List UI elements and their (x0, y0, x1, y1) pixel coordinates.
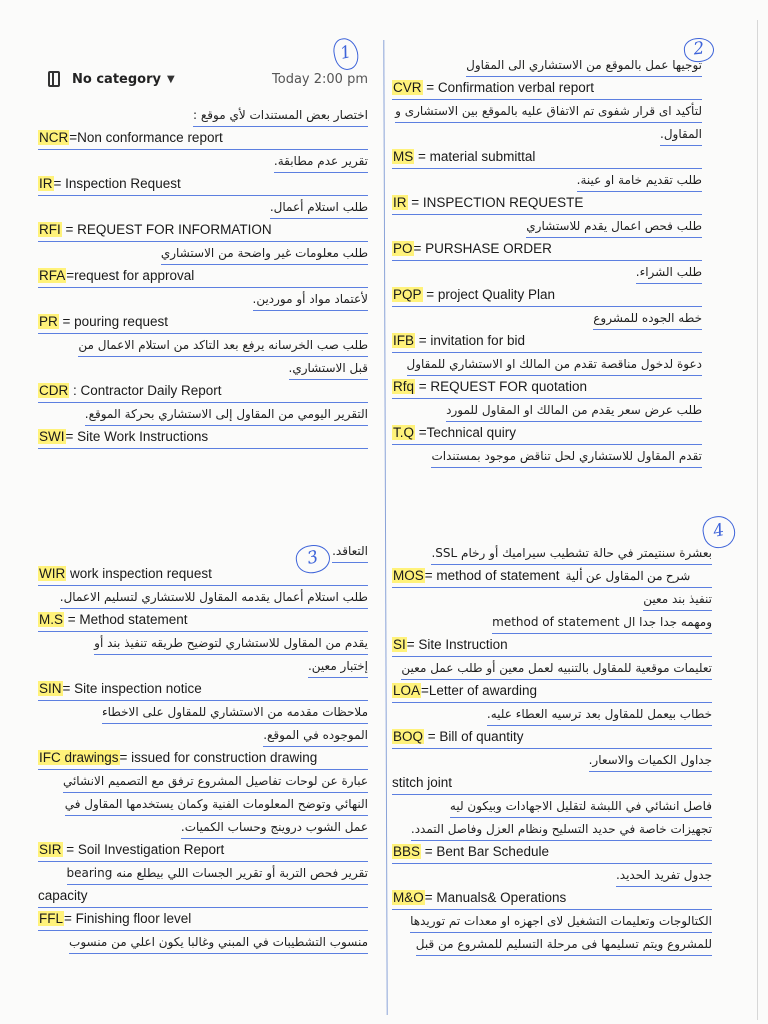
abbreviation-line (38, 563, 368, 586)
section-4-lines (392, 542, 712, 956)
arabic-text: تقرير عدم مطابقة. (274, 150, 368, 173)
abbreviation-expansion: = Method statement (64, 612, 188, 627)
abbreviation-line (392, 192, 702, 215)
arabic-definition-line (38, 701, 368, 724)
arabic-text: التعاقد. (332, 540, 368, 563)
arabic-definition-line (392, 261, 702, 284)
arabic-definition-line (38, 288, 368, 311)
abbreviation-expansion: = Site Instruction (406, 637, 508, 652)
arabic-definition-line (392, 703, 712, 726)
abbreviation-term: T.Q (393, 425, 415, 440)
arabic-definition-line (392, 307, 702, 330)
arabic-text: طلب معلومات غير واضحة من الاستشاري (161, 242, 368, 265)
abbreviation-line (392, 238, 702, 261)
abbreviation-line (392, 284, 702, 307)
abbreviation-expansion: = method of statement (424, 568, 560, 583)
arabic-text: طلب صب الخرسانه يرفع بعد التاكد من استلام الاعمال من (78, 334, 368, 357)
abbreviation-line (38, 839, 368, 862)
arabic-definition-line (392, 445, 702, 468)
arabic-text: ملاحظات مقدمه من الاستشاري للمقاول على الاخطاء (102, 701, 368, 724)
section-1-lines (38, 104, 368, 449)
arabic-text: جداول الكميات والاسعار. (589, 749, 712, 772)
arabic-text: جدول تفريد الحديد. (616, 864, 712, 887)
abbreviation-term: M&O (393, 890, 424, 905)
arabic-definition-line (392, 588, 712, 611)
abbreviation-term: IR (39, 176, 53, 191)
arabic-text: عمل الشوب دروينج وحساب الكميات. (181, 816, 368, 839)
abbreviation-term: IR (393, 195, 407, 210)
abbreviation-line (392, 887, 712, 910)
abbreviation-term: BBS (393, 844, 421, 859)
abbreviation-term: PO (393, 241, 413, 256)
arabic-text: طلب تقديم خامة او عينة. (577, 169, 702, 192)
arabic-definition-line (38, 862, 368, 885)
arabic-text: عبارة عن لوحات تفاصيل المشروع ترفق مع التصميم الانشائي (63, 770, 368, 793)
arabic-definition-line (38, 540, 368, 563)
abbreviation-line (38, 426, 368, 449)
arabic-definition-line (392, 169, 702, 192)
abbreviation-expansion: = INSPECTION REQUESTE (407, 195, 584, 210)
abbreviation-term: CVR (393, 80, 422, 95)
arabic-definition-line (392, 864, 712, 887)
arabic-text: التقرير اليومي من المقاول إلى الاستشاري بحركة الموقع. (85, 403, 368, 426)
abbreviation-expansion: =Letter of awarding (421, 683, 537, 698)
abbreviation-expansion: = invitation for bid (415, 333, 525, 348)
abbreviation-expansion: = Soil Investigation Report (62, 842, 225, 857)
arabic-text: خطه الجوده للمشروع (593, 307, 702, 330)
abbreviation-line (392, 146, 702, 169)
section-4 (392, 542, 712, 956)
section-marker-4: 4 (700, 513, 738, 551)
arabic-definition-line (38, 150, 368, 173)
arabic-text: تنفيذ بند معين (643, 588, 712, 611)
abbreviation-term: RFA (39, 268, 66, 283)
arabic-definition-line (38, 357, 368, 380)
arabic-text: فاصل انشائي في اللبشة لتقليل الاجهادات وبيكون ليه (450, 795, 712, 818)
arabic-text: يقدم من المقاول للاستشاري لتوضيح طريقه تنفيذ بند أو (94, 632, 368, 655)
arabic-text: خطاب بيعمل للمقاول بعد ترسيه العطاء عليه. (487, 703, 712, 726)
arabic-definition-line (392, 611, 712, 634)
abbreviation-line (38, 885, 368, 908)
abbreviation-line (392, 565, 712, 588)
abbreviation-expansion: =request for approval (66, 268, 195, 283)
abbreviation-line (392, 376, 702, 399)
abbreviation-line (392, 330, 702, 353)
abbreviation-line (392, 77, 702, 100)
arabic-text: طلب فحص اعمال يقدم للاستشاري (526, 215, 702, 238)
abbreviation-line (38, 747, 368, 770)
abbreviation-expansion: = Site inspection notice (62, 681, 202, 696)
arabic-text: طلب عرض سعر يقدم من المالك او المقاول للمورد (446, 399, 702, 422)
abbreviation-term: MS (393, 149, 414, 164)
arabic-text: النهائي وتوضح المعلومات الفنية وكمان يستخدمها المقاول في (65, 793, 368, 816)
arabic-definition-line (392, 54, 702, 77)
arabic-text: تقدم المقاول للاستشاري لحل تناقض موجود بمستندات (431, 445, 702, 468)
abbreviation-term: IFC drawings (39, 750, 119, 765)
arabic-definition-line (38, 770, 368, 793)
abbreviation-term: CDR (39, 383, 69, 398)
section-2-lines (392, 54, 702, 468)
abbreviation-line (38, 219, 368, 242)
abbreviation-expansion: = project Quality Plan (422, 287, 555, 302)
arabic-definition-line (392, 657, 712, 680)
abbreviation-expansion: = REQUEST FOR quotation (415, 379, 587, 394)
abbreviation-expansion: = Confirmation verbal report (422, 80, 594, 95)
abbreviation-term: Rfq (393, 379, 415, 394)
section-marker-1: 1 (331, 36, 361, 72)
abbreviation-term: MOS (393, 568, 424, 583)
abbreviation-line (392, 634, 712, 657)
abbreviation-line (392, 680, 712, 703)
abbreviation-term: SIN (39, 681, 62, 696)
abbreviation-term: LOA (393, 683, 421, 698)
abbreviation-expansion: = Finishing floor level (64, 911, 192, 926)
notebook-icon (48, 71, 60, 87)
arabic-text: إختبار معين. (308, 655, 368, 678)
abbreviation-term: IFB (393, 333, 415, 348)
category-label: No category (72, 71, 161, 87)
note-header (38, 64, 368, 94)
abbreviation-line (38, 609, 368, 632)
abbreviation-term: RFI (39, 222, 61, 237)
abbreviation-line (38, 908, 368, 931)
abbreviation-line (392, 772, 712, 795)
arabic-definition-line (38, 793, 368, 816)
arabic-text: طلب استلام أعمال يقدمه المقاول للاستشاري لتسليم الاعمال. (60, 586, 368, 609)
arabic-text: لأعتماد مواد أو موردين. (253, 288, 369, 311)
arabic-definition-line (392, 818, 712, 841)
section-marker-2: 2 (683, 36, 715, 63)
arabic-definition-line (392, 910, 712, 933)
arabic-text: طلب استلام أعمال. (270, 196, 368, 219)
abbreviation-expansion: capacity (38, 888, 88, 903)
section-marker-3: 3 (293, 542, 332, 576)
arabic-definition-line (38, 724, 368, 747)
arabic-text: دعوة لدخول مناقصة تقدم من المالك او الاستشاري للمقاول (407, 353, 702, 376)
arabic-definition-line (392, 749, 712, 772)
abbreviation-term: SWI (39, 429, 65, 444)
arabic-definition-line (392, 353, 702, 376)
arabic-text: الكتالوجات وتعليمات التشغيل لاى اجهزه او معدات تم توريدها (410, 910, 712, 933)
section-3 (38, 540, 368, 954)
arabic-definition-line (392, 795, 712, 818)
abbreviation-term: PR (39, 314, 58, 329)
arabic-text: تقرير فحص التربة أو تقرير الجسات اللي بيطلع منه bearing (67, 862, 368, 885)
arabic-text: الموجوده في الموقع. (263, 724, 368, 747)
arabic-text: تعليمات موقعية للمقاول بالتنبيه لعمل معين أو طلب عمل معين (401, 657, 712, 680)
abbreviation-expansion: = REQUEST FOR INFORMATION (61, 222, 272, 237)
abbreviation-term: SI (393, 637, 406, 652)
abbreviation-expansion: = pouring request (58, 314, 168, 329)
arabic-definition-line (38, 242, 368, 265)
note-timestamp: Today 2:00 pm (272, 71, 368, 87)
abbreviation-expansion: work inspection request (66, 566, 212, 581)
arabic-definition-line (38, 196, 368, 219)
abbreviation-term: WIR (39, 566, 66, 581)
arabic-text: طلب الشراء. (636, 261, 702, 284)
arabic-text: توجيها عمل بالموقع من الاستشاري الى المقاول (466, 54, 702, 77)
arabic-definition-line (38, 104, 368, 127)
arabic-definition-line (38, 586, 368, 609)
arabic-text: ومهمه جدا جدا ال method of statement (492, 611, 712, 634)
abbreviation-expansion: = Site Work Instructions (65, 429, 209, 444)
abbreviation-term: NCR (39, 130, 69, 145)
abbreviation-line (38, 311, 368, 334)
arabic-definition-line (38, 816, 368, 839)
section-1 (38, 64, 368, 449)
arabic-text: المقاول. (660, 123, 702, 146)
abbreviation-line (38, 265, 368, 288)
arabic-definition-line (38, 632, 368, 655)
column-divider (383, 40, 387, 1015)
arabic-definition-line (38, 655, 368, 678)
abbreviation-term: SIR (39, 842, 62, 857)
arabic-text: اختصار بعض المستندات لأي موقع : (193, 104, 368, 127)
abbreviation-line (392, 726, 712, 749)
abbreviation-expansion: = Manuals& Operations (424, 890, 567, 905)
abbreviation-term: BOQ (393, 729, 424, 744)
arabic-text: منسوب التشطيبات في المبني وغالبا يكون اعلي من منسوب (69, 931, 368, 954)
abbreviation-line (38, 380, 368, 403)
abbreviation-expansion: : Contractor Daily Report (69, 383, 222, 398)
abbreviation-line (38, 173, 368, 196)
arabic-text: بعشرة سنتيمتر في حالة تشطيب سيراميك أو رخام SSL. (431, 542, 712, 565)
section-3-lines (38, 540, 368, 954)
section-2 (392, 54, 702, 468)
abbreviation-expansion: =Non conformance report (69, 130, 223, 145)
abbreviation-expansion: = Inspection Request (53, 176, 181, 191)
dropdown-arrow-icon: ▼ (166, 73, 175, 85)
abbreviation-expansion: = material submittal (414, 149, 536, 164)
arabic-definition-line (392, 215, 702, 238)
arabic-definition-line (392, 933, 712, 956)
arabic-definition-line (38, 931, 368, 954)
arabic-text: تجهيزات خاصة في حديد التسليح ونظام العزل وفاصل التمدد. (411, 818, 712, 841)
abbreviation-expansion: =Technical quiry (415, 425, 516, 440)
arabic-definition-line (392, 100, 702, 123)
abbreviation-term: PQP (393, 287, 422, 302)
abbreviation-line (392, 841, 712, 864)
arabic-text: للمشروع ويتم تسليمها فى مرحلة التسليم للمشروع من قبل (416, 933, 712, 956)
arabic-inline-text: شرح من المقاول عن ألية (565, 569, 691, 583)
arabic-definition-line (38, 334, 368, 357)
abbreviation-term: FFL (39, 911, 64, 926)
arabic-definition-line (38, 403, 368, 426)
abbreviation-expansion: = Bill of quantity (424, 729, 524, 744)
abbreviation-expansion: = issued for construction drawing (119, 750, 318, 765)
abbreviation-line (392, 422, 702, 445)
arabic-definition-line (392, 542, 712, 565)
arabic-text: قبل الاستشاري. (289, 357, 368, 380)
abbreviation-line (38, 678, 368, 701)
abbreviation-line (38, 127, 368, 150)
arabic-definition-line (392, 123, 702, 146)
page-edge-line (757, 20, 758, 1020)
abbreviation-expansion: = PURSHASE ORDER (413, 241, 552, 256)
abbreviation-expansion: = Bent Bar Schedule (421, 844, 549, 859)
abbreviation-term: M.S (39, 612, 64, 627)
arabic-definition-line (392, 399, 702, 422)
abbreviation-expansion: stitch joint (392, 775, 453, 790)
arabic-text: لتأكيد اى قرار شفوى تم الاتفاق عليه بالموقع بين الاستشارى و (395, 100, 702, 123)
